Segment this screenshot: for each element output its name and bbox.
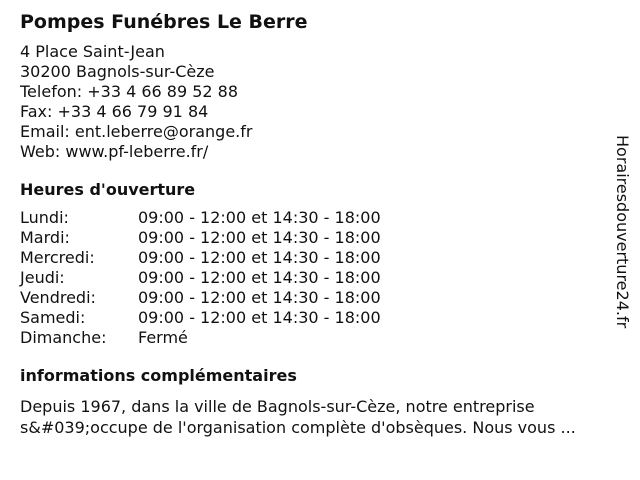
phone-text: Telefon: +33 4 66 89 52 88 [20, 82, 239, 101]
hours-day: Jeudi: [20, 268, 65, 287]
business-name: Pompes Funébres Le Berre [20, 11, 308, 33]
hours-time: 09:00 - 12:00 et 14:30 - 18:00 [138, 288, 381, 307]
hours-day: Vendredi: [20, 288, 96, 307]
hours-row-jeudi [20, 268, 600, 288]
hours-day: Samedi: [20, 308, 86, 327]
watermark-text: Horairesdouverture24.fr [613, 135, 632, 329]
hours-row-mercredi [20, 248, 600, 268]
business-card [20, 10, 600, 438]
hours-heading: Heures d'ouverture [20, 180, 196, 199]
hours-day: Dimanche: [20, 328, 107, 347]
hours-row-samedi [20, 308, 600, 328]
hours-time: 09:00 - 12:00 et 14:30 - 18:00 [138, 228, 381, 247]
hours-day: Mercredi: [20, 248, 95, 267]
fax-text: Fax: +33 4 66 79 91 84 [20, 102, 209, 121]
hours-time: 09:00 - 12:00 et 14:30 - 18:00 [138, 308, 381, 327]
hours-table [20, 208, 600, 348]
address-street: 4 Place Saint-Jean [20, 42, 165, 61]
address-city: 30200 Bagnols-sur-Cèze [20, 62, 215, 81]
hours-day: Mardi: [20, 228, 70, 247]
hours-row-lundi [20, 208, 600, 228]
email-text: Email: ent.leberre@orange.fr [20, 122, 253, 141]
hours-row-vendredi [20, 288, 600, 308]
hours-row-dimanche [20, 328, 600, 348]
hours-day: Lundi: [20, 208, 69, 227]
hours-time: Fermé [138, 328, 188, 347]
hours-time: 09:00 - 12:00 et 14:30 - 18:00 [138, 208, 381, 227]
contact-block [20, 42, 600, 162]
info-text: Depuis 1967, dans la ville de Bagnols-sur-Cèze, notre entreprise s&#039;occupe de l'organisation complète d'obsèques. Nous vous ... [20, 397, 576, 437]
hours-time: 09:00 - 12:00 et 14:30 - 18:00 [138, 248, 381, 267]
web-text: Web: www.pf-leberre.fr/ [20, 142, 209, 161]
info-heading: informations complémentaires [20, 366, 297, 385]
hours-row-mardi [20, 228, 600, 248]
hours-time: 09:00 - 12:00 et 14:30 - 18:00 [138, 268, 381, 287]
